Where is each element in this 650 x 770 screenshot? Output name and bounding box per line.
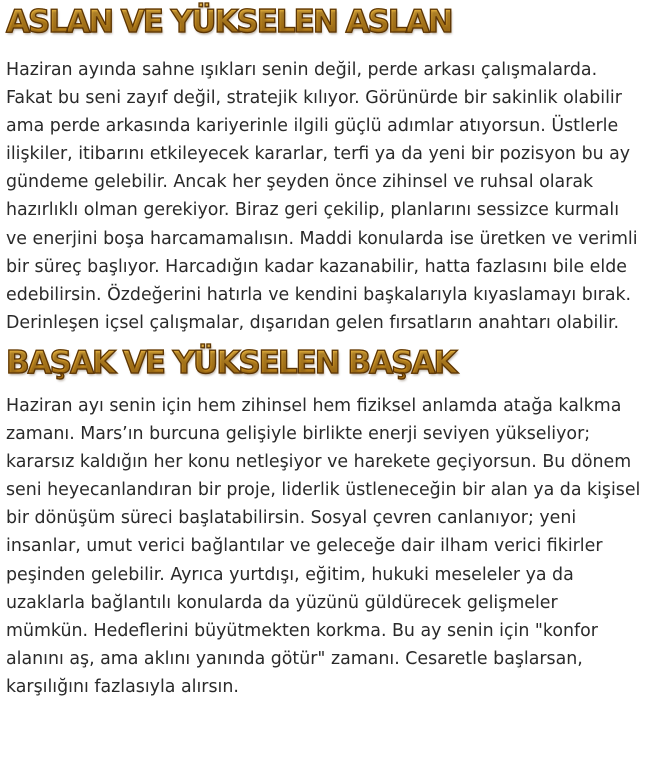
section-body-aslan: Haziran ayında sahne ışıkları senin değil, perde arkası çalışmalarda. Fakat bu seni zayıf değil, stratejik kılıyor. Görünürde bir sakinlik olabilir ama perde arkasında kariyerinle ilgili güçlü adımlar atıyorsun. Üstlerle ilişkiler, itibarını etkileyecek kararlar, terfi ya da yeni bir pozisyon bu ay gündeme gelebilir. Ancak her şeyden önce zihinsel ve ruhsal olarak hazırlıklı olman gerekiyor. Biraz geri çekilip, planlarını sessizce kurmalı ve enerjini boşa harcamamalısın. Maddi konularda ise üretken ve verimli bir süreç başlıyor. Harcadığın kadar kazanabilir, hatta fazlasını bile elde edebilirsin. Özdeğerini hatırla ve kendini başkalarıyla kıyaslamayı bırak. Derinleşen içsel çalışmalar, dışarıdan gelen fırsatların anahtarı olabilir. <box>6 60 638 333</box>
section-title-aslan: ASLAN VE YÜKSELEN ASLAN <box>6 2 642 42</box>
section-title-basak: BAŞAK VE YÜKSELEN BAŞAK <box>6 343 642 383</box>
section-body-basak: Haziran ayı senin için hem zihinsel hem fiziksel anlamda atağa kalkma zamanı. Mars’ın burcuna gelişiyle birlikte enerji seviyen yükseliyor; kararsız kaldığın her konu netleşiyor ve harekete geçiyorsun. Bu dönem seni heyecanlandıran bir proje, liderlik üstleneceğin bir alan ya da kişisel bir dönüşüm süreci başlatabilirsin. Sosyal çevren canlanıyor; yeni insanlar, umut verici bağlantılar ve geleceğe dair ilham verici fikirler peşinden gelebilir. Ayrıca yurtdışı, eğitim, hukuki meseleler ya da uzaklarla bağlantılı konularda da yüzünü güldürecek gelişmeler mümkün. Hedeflerini büyütmekten korkma. Bu ay senin için "konfor alanını aş, ama aklını yanında götür" zamanı. Cesaretle başlarsan, karşılığını fazlasıyla alırsın. <box>6 395 641 697</box>
